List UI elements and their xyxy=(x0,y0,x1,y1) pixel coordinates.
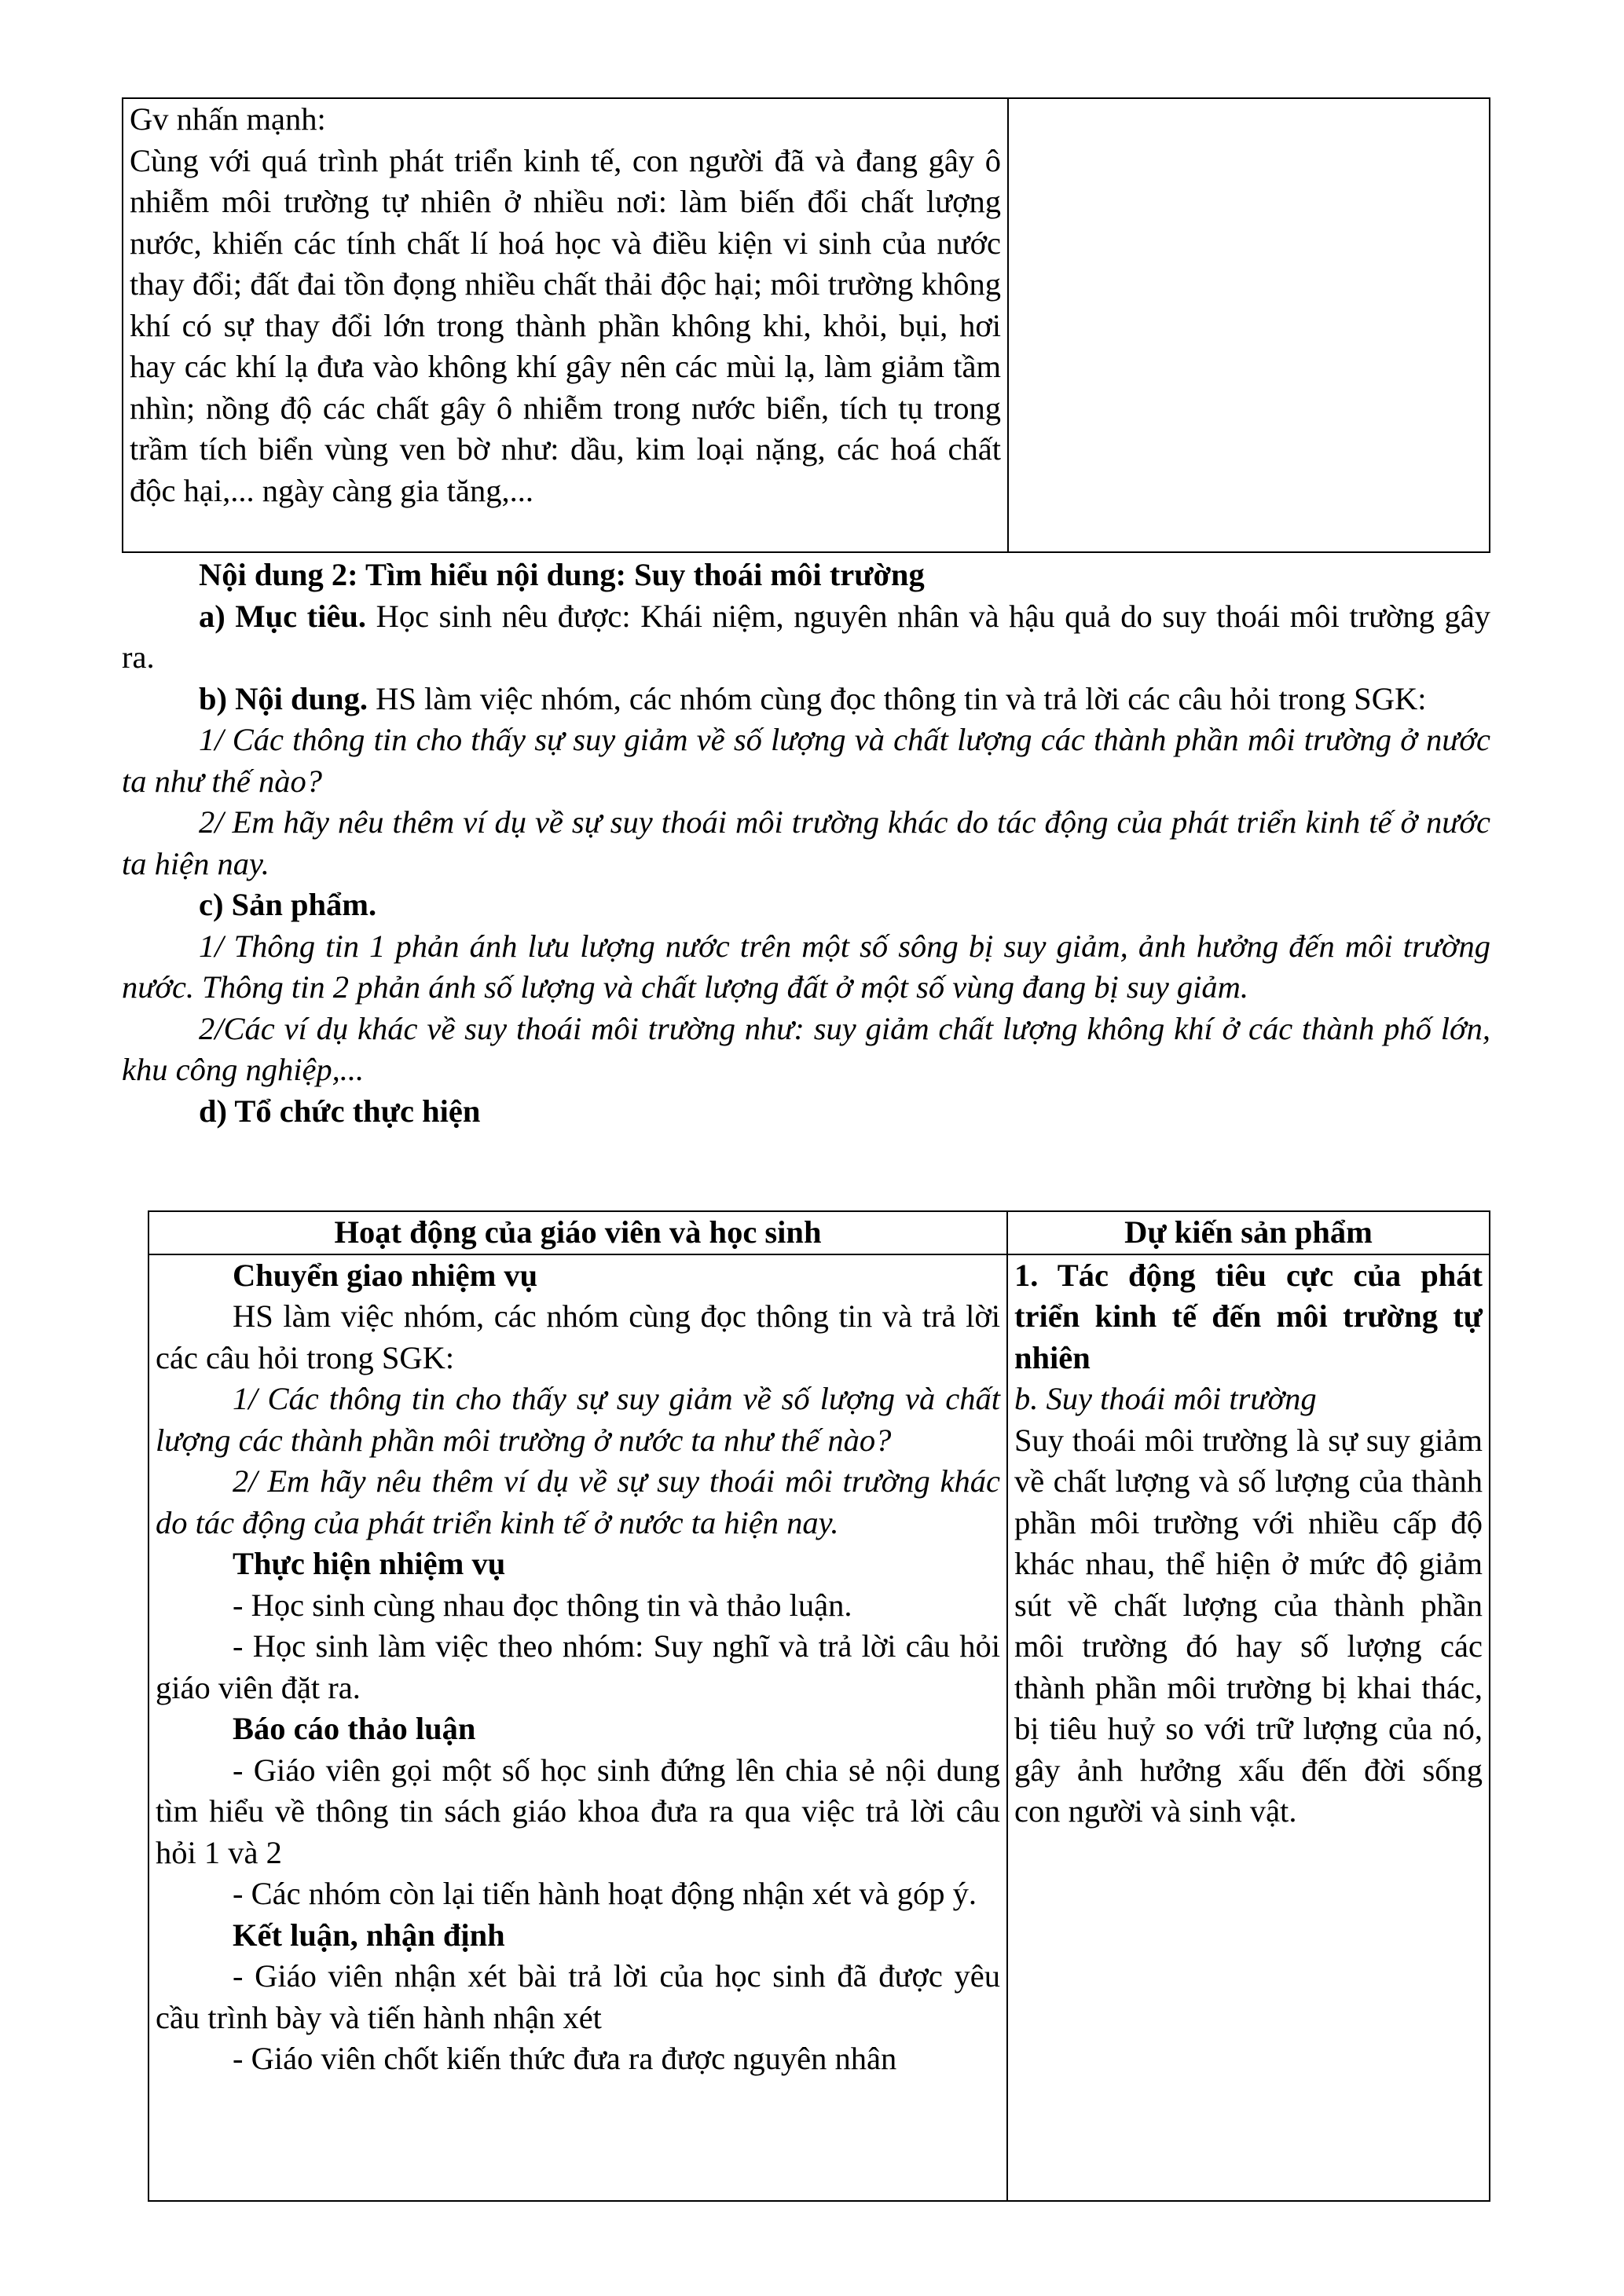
teacher-student-activities xyxy=(148,1254,1007,2202)
product-1: 1/ Thông tin 1 phản ánh lưu lượng nước trên một số sông bị suy giảm, ảnh hưởng đến môi trường nước. Thông tin 2 phản ánh số lượng và chất lượng đất ở một số vùng đang bị suy giảm. xyxy=(122,928,1490,1005)
teacher-emphasis-text: Cùng với quá trình phát triển kinh tế, con người đã và đang gây ô nhiễm môi trường tự nhiên ở nhiều nơi: làm biến đổi chất lượng nước, khiến các tính chất lí hoá học và điều kiện vi sinh của nước thay đổi; đất đai tồn đọng nhiều chất thải độc hại; môi trường không khí có sự thay đổi lớn trong thành phần không khi, khỏi, bụi, hơi hay các khí lạ đưa vào không khí gây nên các mùi lạ, làm giảm tầm nhìn; nồng độ các chất gây ô nhiễm trong nước biển, tích tụ trong trầm tích biển vùng ven bờ như: dầu, kim loại nặng, các hoá chất độc hại,... ngày càng gia tăng,... xyxy=(130,142,1001,508)
section-body xyxy=(122,555,1490,1132)
product-title: 1. Tác động tiêu cực của phát triển kinh tế đến môi trường tự nhiên xyxy=(1014,1257,1483,1375)
organization-label: d) Tổ chức thực hiện xyxy=(199,1093,481,1129)
question-1: 1/ Các thông tin cho thấy sự suy giảm về số lượng và chất lượng các thành phần môi trường ở nước ta như thế nào? xyxy=(122,722,1490,799)
content-label: b) Nội dung. xyxy=(199,680,368,716)
objective-label: a) Mục tiêu. xyxy=(199,598,366,634)
expected-product xyxy=(1007,1254,1490,2202)
content-text: HS làm việc nhóm, các nhóm cùng đọc thông tin và trả lời các câu hỏi trong SGK: xyxy=(367,680,1427,716)
product-definition: Suy thoái môi trường là sự suy giảm về chất lượng và số lượng của thành phần môi trường với nhiều cấp độ khác nhau, thể hiện ở mức độ giảm sút về chất lượng của thành phần môi trường đó hay số lượng các thành phần môi trường bị khai thác, bị tiêu huỷ so với trữ lượng của nó, gây ảnh hưởng xấu đến đời sống con người và sinh vật. xyxy=(1014,1422,1483,1829)
conclusion-heading: Kết luận, nhận định xyxy=(233,1917,505,1953)
product-label: c) Sản phẩm. xyxy=(199,887,377,922)
col1-header: Hoạt động của giáo viên và học sinh xyxy=(148,1211,1007,1254)
table-question-1: 1/ Các thông tin cho thấy sự suy giảm về số lượng và chất lượng các thành phần môi trường ở nước ta như thế nào? xyxy=(156,1381,1000,1458)
conclusion-1: - Giáo viên nhận xét bài trả lời của học sinh đã được yêu cầu trình bày và tiến hành nhận xét xyxy=(156,1958,1000,2035)
top-table-left-cell xyxy=(123,98,1008,552)
objective-paragraph xyxy=(122,596,1490,679)
objective-text: Học sinh nêu được: Khái niệm, nguyên nhân và hậu quả do suy thoái môi trường gây ra. xyxy=(122,598,1490,675)
col2-header: Dự kiến sản phẩm xyxy=(1007,1211,1490,1254)
teacher-emphasis-heading: Gv nhấn mạnh: xyxy=(130,101,326,137)
report-1: - Giáo viên gọi một số học sinh đứng lên chia sẻ nội dung tìm hiểu về thông tin sách giáo khoa đưa ra qua việc trả lời câu hỏi 1 và 2 xyxy=(156,1752,1000,1870)
conclusion-2: - Giáo viên chốt kiến thức đưa ra được nguyên nhân xyxy=(233,2041,897,2076)
report-heading: Báo cáo thảo luận xyxy=(233,1711,476,1746)
task-execution-1: - Học sinh cùng nhau đọc thông tin và thảo luận. xyxy=(233,1587,852,1623)
top-table xyxy=(122,97,1490,553)
task-execution-heading: Thực hiện nhiệm vụ xyxy=(233,1546,506,1581)
report-2: - Các nhóm còn lại tiến hành hoạt động nhận xét và góp ý. xyxy=(233,1876,977,1911)
table-question-2: 2/ Em hãy nêu thêm ví dụ về sự suy thoái môi trường khác do tác động của phát triển kinh tế ở nước ta hiện nay. xyxy=(156,1463,1000,1540)
task-assignment-text: HS làm việc nhóm, các nhóm cùng đọc thông tin và trả lời các câu hỏi trong SGK: xyxy=(156,1298,1000,1375)
content-paragraph xyxy=(122,679,1490,720)
section-title: Nội dung 2: Tìm hiểu nội dung: Suy thoái môi trường xyxy=(199,557,925,592)
product-subtitle: b. Suy thoái môi trường xyxy=(1014,1381,1317,1416)
task-assignment-heading: Chuyển giao nhiệm vụ xyxy=(233,1257,538,1293)
task-execution-2: - Học sinh làm việc theo nhóm: Suy nghĩ và trả lời câu hỏi giáo viên đặt ra. xyxy=(156,1628,1000,1705)
top-table-right-cell xyxy=(1008,98,1490,552)
product-2: 2/Các ví dụ khác về suy thoái môi trường như: suy giảm chất lượng không khí ở các thành phố lớn, khu công nghiệp,... xyxy=(122,1010,1490,1087)
question-2: 2/ Em hãy nêu thêm ví dụ về sự suy thoái môi trường khác do tác động của phát triển kinh tế ở nước ta hiện nay. xyxy=(122,804,1490,881)
activity-table xyxy=(148,1210,1490,2202)
